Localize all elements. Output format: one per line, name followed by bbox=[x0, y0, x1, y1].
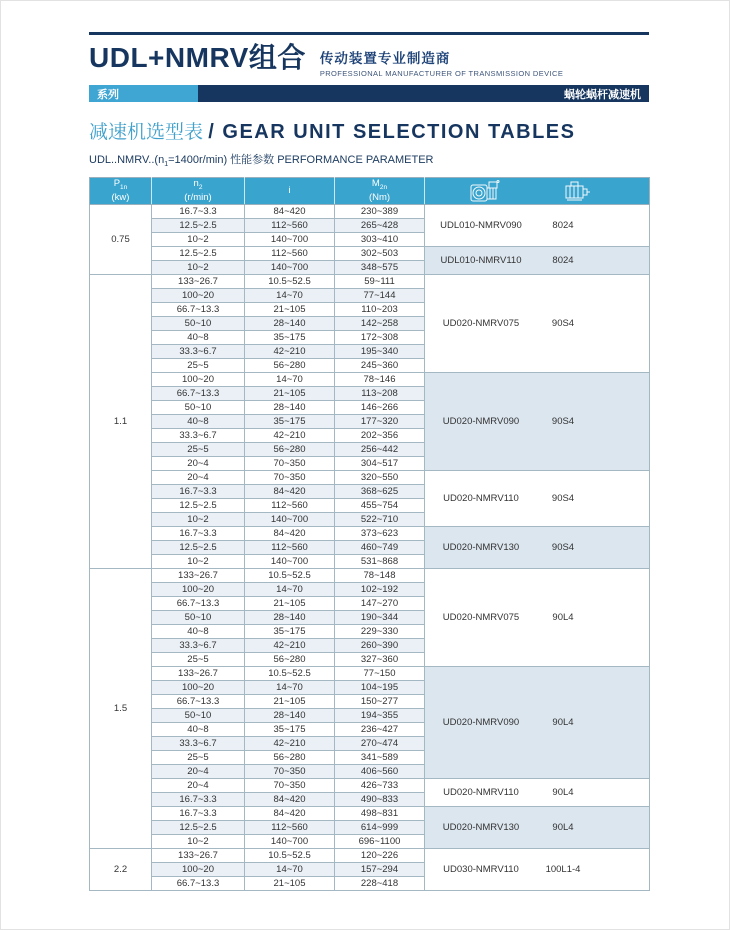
power-unit: (kw) bbox=[111, 192, 130, 204]
power-symbol: P bbox=[113, 178, 121, 190]
data-cell: 147~270 bbox=[335, 597, 425, 611]
data-cell: 42~210 bbox=[245, 639, 335, 653]
model-cell bbox=[425, 471, 650, 527]
motor-code: 90L4 bbox=[552, 612, 574, 623]
data-cell: 140~700 bbox=[245, 513, 335, 527]
data-cell: 368~625 bbox=[335, 485, 425, 499]
data-cell: 21~105 bbox=[245, 597, 335, 611]
data-cell: 25~5 bbox=[152, 653, 245, 667]
model-cell bbox=[425, 247, 650, 275]
subtitle-suffix: =1400r/min) 性能参数 PERFORMANCE PARAMETER bbox=[168, 154, 434, 166]
power-subscript: 1n bbox=[120, 184, 128, 192]
data-cell: 14~70 bbox=[245, 373, 335, 387]
ratio-symbol: i bbox=[288, 185, 291, 197]
gearbox-model: UD020-NMRV075 bbox=[442, 612, 520, 623]
subtitle-sub: 1 bbox=[164, 161, 169, 169]
data-cell: 10.5~52.5 bbox=[245, 849, 335, 863]
gearbox-model: UD020-NMRV130 bbox=[442, 822, 520, 833]
motor-code: 8024 bbox=[552, 255, 574, 266]
data-cell: 35~175 bbox=[245, 415, 335, 429]
data-cell: 40~8 bbox=[152, 331, 245, 345]
data-cell: 20~4 bbox=[152, 457, 245, 471]
table-row bbox=[90, 667, 650, 681]
data-cell: 40~8 bbox=[152, 625, 245, 639]
table-row bbox=[90, 275, 650, 289]
data-cell: 33.3~6.7 bbox=[152, 429, 245, 443]
motor-code: 90L4 bbox=[552, 787, 574, 798]
data-cell: 70~350 bbox=[245, 457, 335, 471]
data-cell: 50~10 bbox=[152, 317, 245, 331]
data-cell: 490~833 bbox=[335, 793, 425, 807]
data-cell: 113~208 bbox=[335, 387, 425, 401]
table-row bbox=[90, 247, 650, 261]
data-cell: 77~144 bbox=[335, 289, 425, 303]
data-cell: 12.5~2.5 bbox=[152, 247, 245, 261]
data-cell: 245~360 bbox=[335, 359, 425, 373]
data-cell: 100~20 bbox=[152, 289, 245, 303]
motor-code: 8024 bbox=[552, 220, 574, 231]
data-cell: 236~427 bbox=[335, 723, 425, 737]
data-cell: 110~203 bbox=[335, 303, 425, 317]
gearbox-model: UD020-NMRV090 bbox=[442, 717, 520, 728]
series-bar bbox=[89, 85, 649, 102]
data-cell: 202~356 bbox=[335, 429, 425, 443]
data-cell: 70~350 bbox=[245, 765, 335, 779]
motor-code: 100L1-4 bbox=[545, 864, 581, 875]
data-cell: 302~503 bbox=[335, 247, 425, 261]
data-cell: 373~623 bbox=[335, 527, 425, 541]
data-cell: 10.5~52.5 bbox=[245, 569, 335, 583]
data-cell: 10~2 bbox=[152, 513, 245, 527]
data-cell: 14~70 bbox=[245, 289, 335, 303]
data-cell: 190~344 bbox=[335, 611, 425, 625]
torque-subscript: 2n bbox=[379, 184, 388, 192]
data-cell: 112~560 bbox=[245, 499, 335, 513]
tagline-zh: 传动装置专业制造商 bbox=[319, 51, 451, 66]
gearbox-model: UD020-NMRV110 bbox=[443, 787, 519, 798]
data-cell: 100~20 bbox=[152, 583, 245, 597]
data-cell: 341~589 bbox=[335, 751, 425, 765]
data-cell: 229~330 bbox=[335, 625, 425, 639]
data-cell: 12.5~2.5 bbox=[152, 219, 245, 233]
data-cell: 35~175 bbox=[245, 331, 335, 345]
data-cell: 142~258 bbox=[335, 317, 425, 331]
data-cell: 16.7~3.3 bbox=[152, 793, 245, 807]
data-cell: 100~20 bbox=[152, 863, 245, 877]
data-cell: 140~700 bbox=[245, 835, 335, 849]
data-cell: 498~831 bbox=[335, 807, 425, 821]
data-cell: 70~350 bbox=[245, 471, 335, 485]
data-cell: 66.7~13.3 bbox=[152, 303, 245, 317]
data-cell: 40~8 bbox=[152, 415, 245, 429]
data-cell: 230~389 bbox=[335, 205, 425, 219]
col-header-model bbox=[425, 178, 650, 205]
table-row bbox=[90, 471, 650, 485]
data-cell: 66.7~13.3 bbox=[152, 877, 245, 891]
motor-code: 90S4 bbox=[551, 542, 575, 553]
data-cell: 12.5~2.5 bbox=[152, 821, 245, 835]
data-cell: 14~70 bbox=[245, 681, 335, 695]
data-cell: 696~1100 bbox=[335, 835, 425, 849]
data-cell: 157~294 bbox=[335, 863, 425, 877]
data-cell: 10~2 bbox=[152, 261, 245, 275]
power-cell: 0.75 bbox=[90, 205, 152, 275]
subtitle-prefix: UDL..NMRV..(n bbox=[89, 154, 165, 166]
data-cell: 460~749 bbox=[335, 541, 425, 555]
gearbox-model: UD030-NMRV110 bbox=[443, 864, 519, 875]
data-cell: 14~70 bbox=[245, 863, 335, 877]
col-header-power bbox=[90, 178, 152, 205]
data-cell: 42~210 bbox=[245, 737, 335, 751]
motor-code: 90S4 bbox=[551, 416, 575, 427]
data-cell: 84~420 bbox=[245, 793, 335, 807]
data-cell: 10.5~52.5 bbox=[245, 667, 335, 681]
table-row bbox=[90, 569, 650, 583]
data-cell: 21~105 bbox=[245, 303, 335, 317]
gearbox-icon bbox=[470, 179, 500, 203]
data-cell: 455~754 bbox=[335, 499, 425, 513]
data-cell: 303~410 bbox=[335, 233, 425, 247]
data-cell: 33.3~6.7 bbox=[152, 345, 245, 359]
motor-code: 90L4 bbox=[552, 822, 574, 833]
data-cell: 120~226 bbox=[335, 849, 425, 863]
series-category-label: 蜗轮蜗杆减速机 bbox=[198, 85, 649, 102]
data-cell: 25~5 bbox=[152, 443, 245, 457]
data-cell: 256~442 bbox=[335, 443, 425, 457]
data-cell: 265~428 bbox=[335, 219, 425, 233]
power-cell: 2.2 bbox=[90, 849, 152, 891]
header bbox=[89, 41, 649, 78]
torque-symbol: M bbox=[371, 178, 380, 190]
torque-unit: (Nm) bbox=[368, 192, 391, 204]
model-cell bbox=[425, 275, 650, 373]
data-cell: 16.7~3.3 bbox=[152, 527, 245, 541]
data-cell: 84~420 bbox=[245, 485, 335, 499]
data-cell: 320~550 bbox=[335, 471, 425, 485]
data-cell: 16.7~3.3 bbox=[152, 205, 245, 219]
data-cell: 104~195 bbox=[335, 681, 425, 695]
data-cell: 28~140 bbox=[245, 611, 335, 625]
data-cell: 100~20 bbox=[152, 373, 245, 387]
data-cell: 12.5~2.5 bbox=[152, 499, 245, 513]
data-cell: 16.7~3.3 bbox=[152, 807, 245, 821]
data-cell: 194~355 bbox=[335, 709, 425, 723]
data-cell: 112~560 bbox=[245, 247, 335, 261]
data-cell: 25~5 bbox=[152, 359, 245, 373]
data-cell: 56~280 bbox=[245, 359, 335, 373]
data-cell: 21~105 bbox=[245, 695, 335, 709]
speed-symbol: n bbox=[193, 178, 199, 190]
data-cell: 531~868 bbox=[335, 555, 425, 569]
data-cell: 140~700 bbox=[245, 555, 335, 569]
data-cell: 77~150 bbox=[335, 667, 425, 681]
data-cell: 10~2 bbox=[152, 835, 245, 849]
data-cell: 35~175 bbox=[245, 723, 335, 737]
data-cell: 42~210 bbox=[245, 345, 335, 359]
data-cell: 78~146 bbox=[335, 373, 425, 387]
speed-unit: (r/min) bbox=[184, 192, 212, 204]
table-subtitle bbox=[89, 151, 649, 168]
col-header-torque bbox=[335, 178, 425, 205]
top-rule bbox=[89, 32, 649, 35]
gearbox-model: UD020-NMRV130 bbox=[442, 542, 520, 553]
data-cell: 12.5~2.5 bbox=[152, 541, 245, 555]
data-cell: 172~308 bbox=[335, 331, 425, 345]
data-cell: 59~111 bbox=[335, 275, 425, 289]
data-cell: 228~418 bbox=[335, 877, 425, 891]
brand-tagline bbox=[320, 47, 563, 78]
data-cell: 406~560 bbox=[335, 765, 425, 779]
tagline-en: PROFESSIONAL MANUFACTURER OF TRANSMISSION DEVICE bbox=[319, 69, 564, 78]
data-cell: 348~575 bbox=[335, 261, 425, 275]
data-cell: 133~26.7 bbox=[152, 667, 245, 681]
page-title-zh: 减速机选型表 bbox=[89, 122, 209, 143]
gearbox-model: UDL010-NMRV090 bbox=[440, 220, 522, 231]
data-cell: 84~420 bbox=[245, 527, 335, 541]
data-cell: 102~192 bbox=[335, 583, 425, 597]
data-cell: 112~560 bbox=[245, 821, 335, 835]
data-cell: 426~733 bbox=[335, 779, 425, 793]
data-cell: 195~340 bbox=[335, 345, 425, 359]
page-title bbox=[89, 117, 649, 144]
data-cell: 112~560 bbox=[245, 541, 335, 555]
table-row bbox=[90, 807, 650, 821]
gearbox-model: UD020-NMRV090 bbox=[442, 416, 520, 427]
series-label: 系列 bbox=[89, 85, 198, 102]
table-row bbox=[90, 779, 650, 793]
data-cell: 33.3~6.7 bbox=[152, 639, 245, 653]
data-cell: 28~140 bbox=[245, 317, 335, 331]
data-cell: 10~2 bbox=[152, 555, 245, 569]
data-cell: 614~999 bbox=[335, 821, 425, 835]
table-row bbox=[90, 373, 650, 387]
data-cell: 10~2 bbox=[152, 233, 245, 247]
data-cell: 304~517 bbox=[335, 457, 425, 471]
table-row bbox=[90, 849, 650, 863]
selection-table bbox=[89, 177, 650, 891]
table-row bbox=[90, 527, 650, 541]
data-cell: 100~20 bbox=[152, 681, 245, 695]
data-cell: 56~280 bbox=[245, 751, 335, 765]
data-cell: 522~710 bbox=[335, 513, 425, 527]
power-cell: 1.1 bbox=[90, 275, 152, 569]
data-cell: 270~474 bbox=[335, 737, 425, 751]
page-title-en: / GEAR UNIT SELECTION TABLES bbox=[208, 121, 576, 143]
model-cell bbox=[425, 569, 650, 667]
data-cell: 327~360 bbox=[335, 653, 425, 667]
data-cell: 28~140 bbox=[245, 401, 335, 415]
data-cell: 150~277 bbox=[335, 695, 425, 709]
data-cell: 66.7~13.3 bbox=[152, 387, 245, 401]
data-cell: 56~280 bbox=[245, 443, 335, 457]
col-header-speed bbox=[152, 178, 245, 205]
data-cell: 50~10 bbox=[152, 401, 245, 415]
data-cell: 25~5 bbox=[152, 751, 245, 765]
data-cell: 66.7~13.3 bbox=[152, 695, 245, 709]
data-cell: 20~4 bbox=[152, 779, 245, 793]
gearbox-model: UD020-NMRV075 bbox=[442, 318, 520, 329]
model-cell bbox=[425, 807, 650, 849]
speed-subscript: 2 bbox=[198, 184, 203, 192]
model-cell bbox=[425, 779, 650, 807]
data-cell: 35~175 bbox=[245, 625, 335, 639]
data-cell: 70~350 bbox=[245, 779, 335, 793]
table-row bbox=[90, 205, 650, 219]
data-cell: 140~700 bbox=[245, 233, 335, 247]
data-cell: 40~8 bbox=[152, 723, 245, 737]
data-cell: 133~26.7 bbox=[152, 569, 245, 583]
motor-code: 90L4 bbox=[552, 717, 574, 728]
data-cell: 177~320 bbox=[335, 415, 425, 429]
data-cell: 21~105 bbox=[245, 877, 335, 891]
gearbox-model: UDL010-NMRV110 bbox=[440, 255, 522, 266]
data-cell: 133~26.7 bbox=[152, 275, 245, 289]
data-cell: 42~210 bbox=[245, 429, 335, 443]
data-cell: 140~700 bbox=[245, 261, 335, 275]
col-header-ratio bbox=[245, 178, 335, 205]
data-cell: 50~10 bbox=[152, 709, 245, 723]
data-cell: 16.7~3.3 bbox=[152, 485, 245, 499]
data-cell: 56~280 bbox=[245, 653, 335, 667]
data-cell: 133~26.7 bbox=[152, 849, 245, 863]
data-cell: 21~105 bbox=[245, 387, 335, 401]
data-cell: 50~10 bbox=[152, 611, 245, 625]
data-cell: 66.7~13.3 bbox=[152, 597, 245, 611]
data-cell: 146~266 bbox=[335, 401, 425, 415]
data-cell: 33.3~6.7 bbox=[152, 737, 245, 751]
motor-icon bbox=[564, 180, 592, 202]
power-cell: 1.5 bbox=[90, 569, 152, 849]
model-cell bbox=[425, 205, 650, 247]
model-cell bbox=[425, 849, 650, 891]
model-cell bbox=[425, 527, 650, 569]
motor-code: 90S4 bbox=[551, 493, 575, 504]
motor-code: 90S4 bbox=[551, 318, 575, 329]
data-cell: 260~390 bbox=[335, 639, 425, 653]
data-cell: 78~148 bbox=[335, 569, 425, 583]
brand-logo: UDL+NMRV组合 bbox=[89, 42, 306, 73]
model-cell bbox=[425, 373, 650, 471]
data-cell: 20~4 bbox=[152, 765, 245, 779]
data-cell: 20~4 bbox=[152, 471, 245, 485]
model-cell bbox=[425, 667, 650, 779]
data-cell: 84~420 bbox=[245, 807, 335, 821]
gearbox-model: UD020-NMRV110 bbox=[443, 493, 519, 504]
table-header-row bbox=[90, 178, 650, 205]
data-cell: 10.5~52.5 bbox=[245, 275, 335, 289]
data-cell: 14~70 bbox=[245, 583, 335, 597]
data-cell: 28~140 bbox=[245, 709, 335, 723]
data-cell: 112~560 bbox=[245, 219, 335, 233]
data-cell: 84~420 bbox=[245, 205, 335, 219]
